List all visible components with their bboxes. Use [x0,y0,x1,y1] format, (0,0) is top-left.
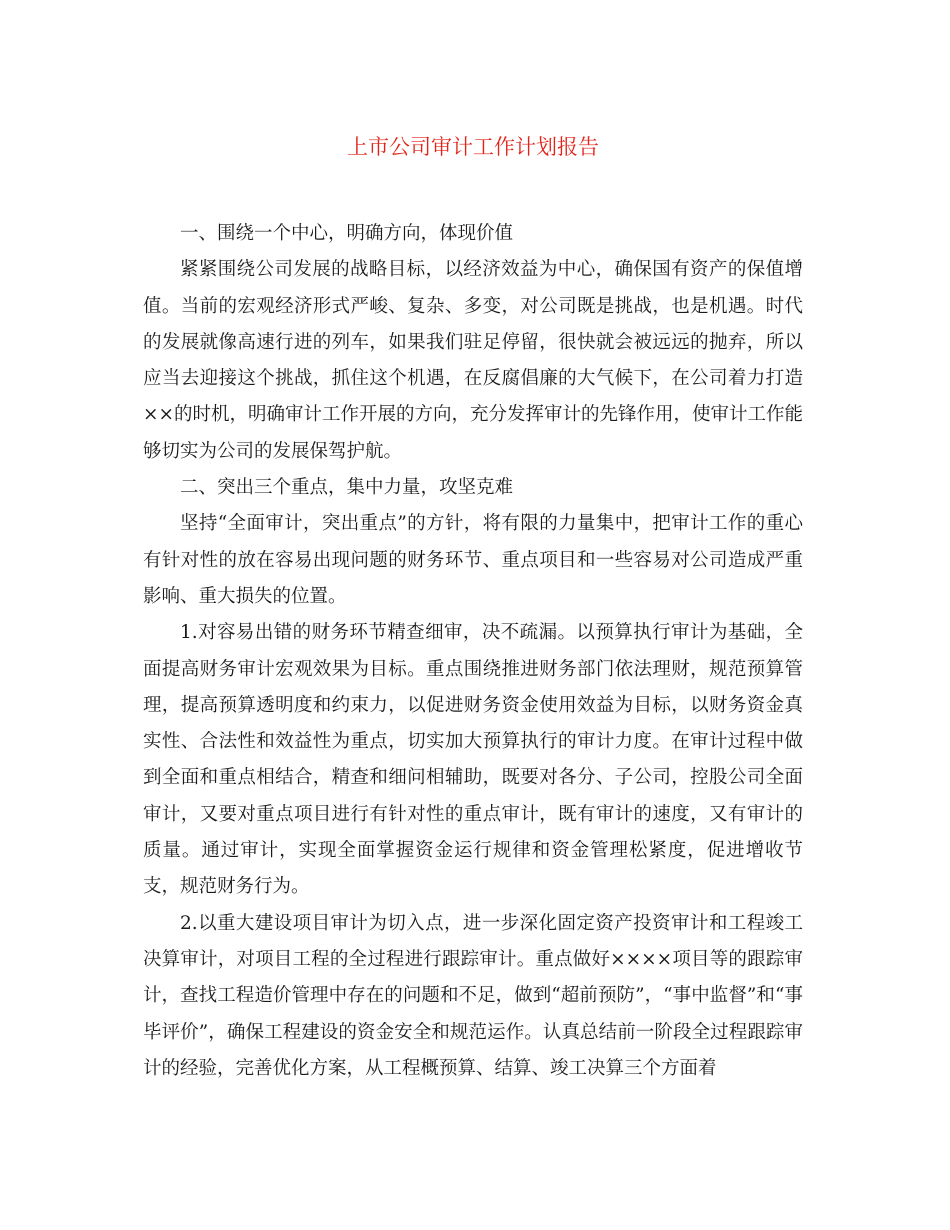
body-paragraph: 坚持“全面审计，突出重点”的方针，将有限的力量集中，把审计工作的重心有针对性的放在容易出现问题的财务环节、重点项目和一些容易对公司造成严重影响、重大损失的位置。 [143,513,803,607]
body-paragraph: 1.对容易出错的财务环节精查细审，决不疏漏。以预算执行审计为基础，全面提高财务审计宏观效果为目标。重点围绕推进财务部门依法理财，规范预算管理，提高预算透明度和约束力，以促进财务资金使用效益为目标，以财务资金真实性、合法性和效益性为重点，切实加大预算执行的审计力度。在审计过程中做到全面和重点相结合，精查和细问相辅助，既要对各分、子公司，控股公司全面审计，又要对重点项目进行有针对性的重点审计，既有审计的速度，又有审计的质量。通过审计，实现全面掌握资金运行规律和资金管理松紧度，促进增收节支，规范财务行为。 [143,622,803,898]
body-paragraph: 2.以重大建设项目审计为切入点，进一步深化固定资产投资审计和工程竣工决算审计，对项目工程的全过程进行跟踪审计。重点做好××××项目等的跟踪审计，查找工程造价管理中存在的问题和不足，做到“超前预防”，“事中监督”和“事毕评价”，确保工程建设的资金安全和规范运作。认真总结前一阶段全过程跟踪审计的经验，完善优化方案，从工程概预算、结算、竣工决算三个方面着 [143,912,803,1079]
section-heading-1: 一、围绕一个中心，明确方向，体现价值 [180,223,514,244]
body-paragraph: 紧紧围绕公司发展的战略目标，以经济效益为中心，确保国有资产的保值增值。当前的宏观经济形式严峻、复杂、多变，对公司既是挑战，也是机遇。时代的发展就像高速行进的列车，如果我们驻足停留，很快就会被远远的抛弃，所以应当去迎接这个挑战，抓住这个机遇，在反腐倡廉的大气候下，在公司着力打造××的时机，明确审计工作开展的方向，充分发挥审计的先锋作用，使审计工作能够切实为公司的发展保驾护航。 [143,259,804,462]
section-heading-2: 二、突出三个重点，集中力量，攻坚克难 [180,477,514,499]
document-title: 上市公司审计工作计划报告 [347,135,599,159]
document-body [143,216,803,1087]
